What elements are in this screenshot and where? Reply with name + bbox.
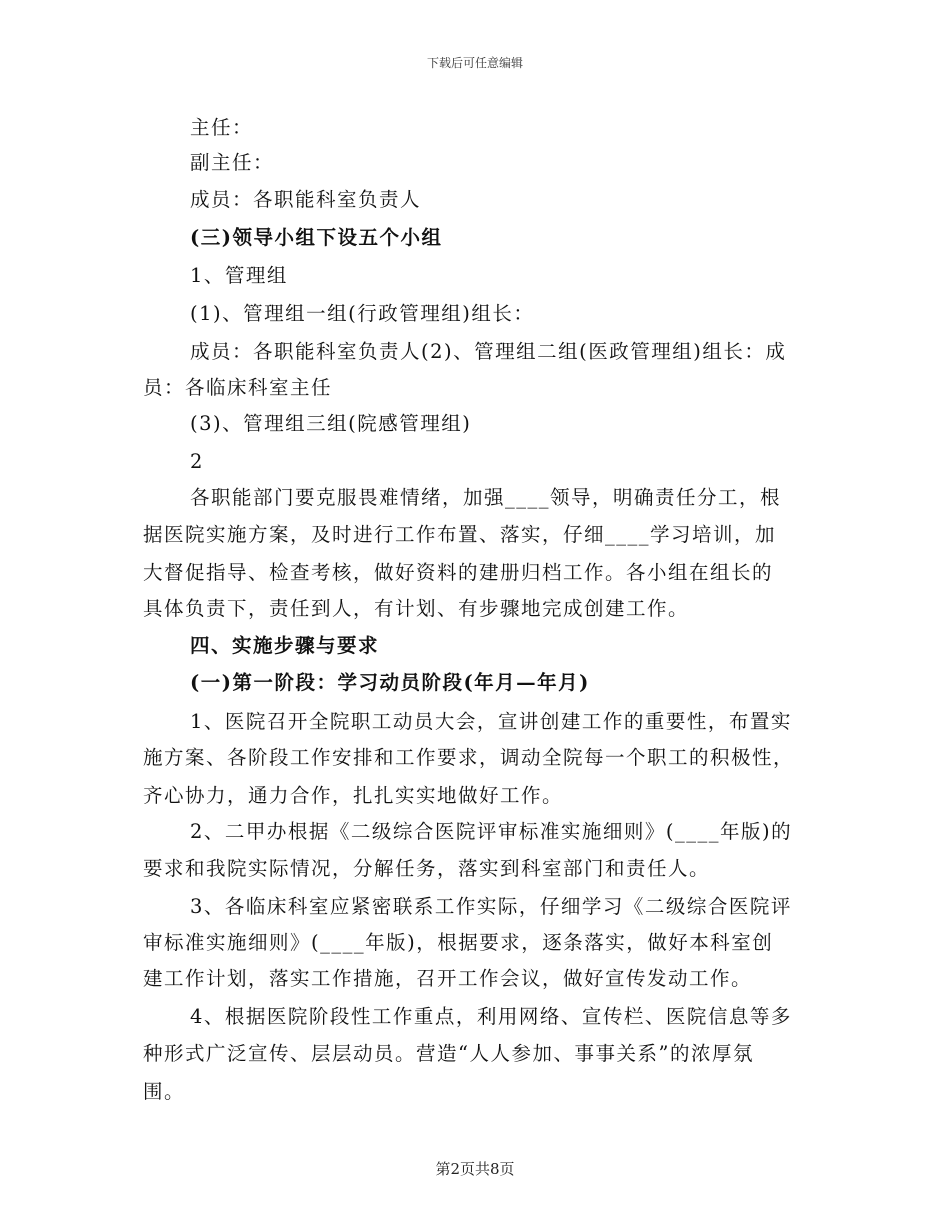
text-line: 各职能部门要克服畏难情绪，加强____领导，明确责任分工，根 bbox=[190, 486, 782, 509]
text-line: 2 bbox=[190, 450, 204, 473]
page-footer: 第2页共8页 bbox=[435, 1160, 515, 1178]
text-line: 1、医院召开全院职工动员大会，宣讲创建工作的重要性，布置实 bbox=[190, 710, 792, 733]
text-line: (1)、管理组一组(行政管理组)组长： bbox=[190, 302, 535, 325]
text-line: 齐心协力，通力合作，扎扎实实地做好工作。 bbox=[143, 784, 564, 807]
text-line: 成员：各职能科室负责人(2)、管理组二组(医政管理组)组长：成 bbox=[190, 340, 787, 363]
text-line: 4、根据医院阶段性工作重点，利用网络、宣传栏、医院信息等多 bbox=[190, 1005, 792, 1028]
text-line: 成员：各职能科室负责人 bbox=[190, 188, 422, 211]
text-line: 2、二甲办根据《二级综合医院评审标准实施细则》(____年版)的 bbox=[190, 820, 793, 843]
text-line: 副主任： bbox=[190, 151, 275, 174]
text-line: 种形式广泛宣传、层层动员。营造“人人参加、事事关系”的浓厚氛 bbox=[143, 1042, 754, 1065]
section-heading: (一)第一阶段：学习动员阶段(年月—年月) bbox=[190, 671, 590, 694]
text-line: (3)、管理组三组(院感管理组) bbox=[190, 412, 472, 435]
text-line: 具体负责下，责任到人，有计划、有步骤地完成创建工作。 bbox=[143, 597, 690, 620]
text-line: 员：各临床科室主任 bbox=[143, 376, 333, 399]
text-line: 1、管理组 bbox=[190, 264, 288, 287]
section-heading: (三)领导小组下设五个小组 bbox=[190, 226, 443, 249]
page-header: 下载后可任意编辑 bbox=[426, 56, 523, 70]
text-line: 大督促指导、检查考核，做好资料的建册归档工作。各小组在组长的 bbox=[143, 561, 774, 584]
text-line: 审标准实施细则》(____年版)，根据要求，逐条落实，做好本科室创 bbox=[143, 931, 774, 954]
text-line: 主任： bbox=[190, 116, 254, 139]
text-line: 3、各临床科室应紧密联系工作实际，仔细学习《二级综合医院评 bbox=[190, 895, 792, 918]
text-line: 建工作计划，落实工作措施，召开工作会议，做好宣传发动工作。 bbox=[143, 967, 753, 990]
text-line: 据医院实施方案，及时进行工作布置、落实，仔细____学习培训，加 bbox=[143, 523, 777, 546]
text-line: 要求和我院实际情况，分解任务，落实到科室部门和责任人。 bbox=[143, 857, 711, 880]
text-line: 围。 bbox=[143, 1080, 186, 1103]
section-heading: 四、实施步骤与要求 bbox=[190, 634, 380, 657]
text-line: 施方案、各阶段工作安排和工作要求，调动全院每一个职工的积极性， bbox=[143, 746, 795, 769]
